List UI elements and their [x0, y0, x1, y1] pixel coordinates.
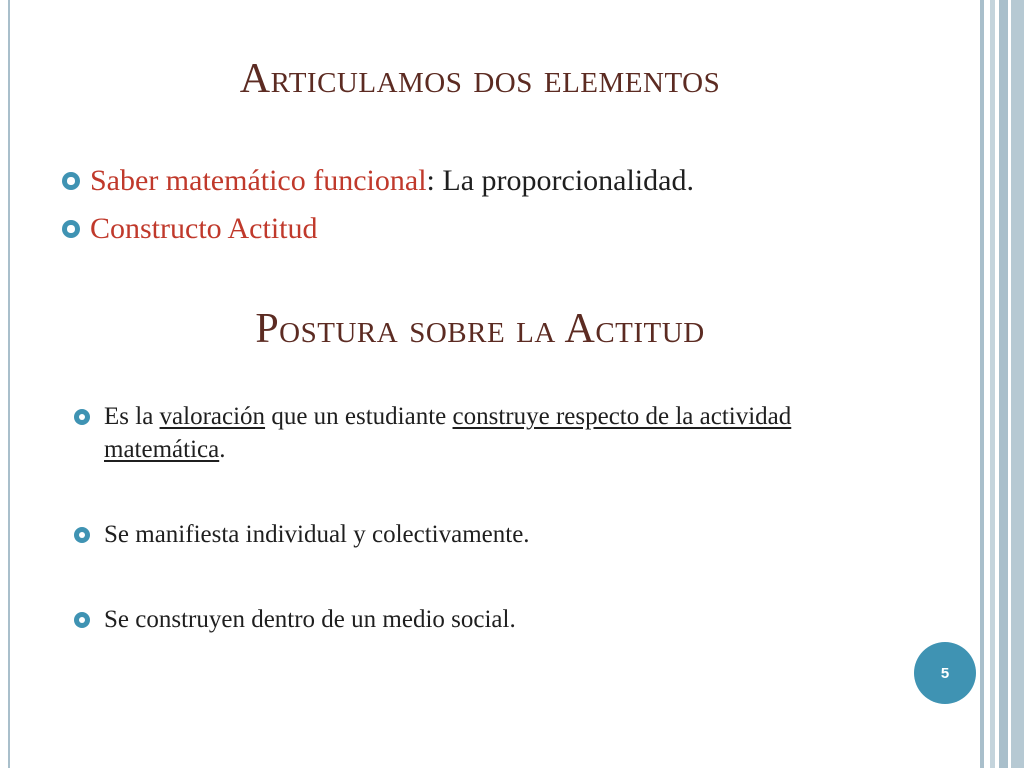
text-segment: . — [219, 436, 226, 463]
bullet-icon — [62, 172, 80, 190]
bullet-list-postura — [74, 400, 904, 636]
underlined-phrase: construye respecto de la actividad matemática — [104, 403, 792, 463]
item-text: Se construyen dentro de un medio social. — [104, 606, 516, 633]
bullet-icon — [62, 220, 80, 238]
item-highlight: Constructo Actitud — [90, 212, 318, 245]
item-text — [104, 400, 904, 466]
bullet-list-elements — [62, 160, 922, 256]
text-segment: Es la — [104, 403, 160, 430]
list-item — [74, 400, 904, 466]
right-decorative-stripes — [974, 0, 1024, 768]
item-text — [90, 160, 694, 202]
item-rest: : La proporcionalidad. — [426, 164, 694, 197]
bullet-icon — [74, 409, 90, 425]
list-item — [74, 603, 904, 636]
list-item — [74, 518, 904, 551]
underlined-term: valoración — [159, 403, 266, 430]
page-number-badge: 5 — [914, 642, 976, 704]
text-segment: que un estudiante — [265, 403, 453, 430]
item-highlight: Saber matemático funcional — [90, 164, 427, 197]
bullet-icon — [74, 527, 90, 543]
item-text: Se manifiesta individual y colectivamente. — [104, 521, 530, 548]
bullet-icon — [74, 612, 90, 628]
left-frame-border — [8, 0, 10, 768]
list-item — [62, 208, 922, 250]
list-item — [62, 160, 922, 202]
section-title: Postura sobre la Actitud — [255, 306, 705, 352]
slide-title: Articulamos dos elementos — [239, 56, 721, 102]
